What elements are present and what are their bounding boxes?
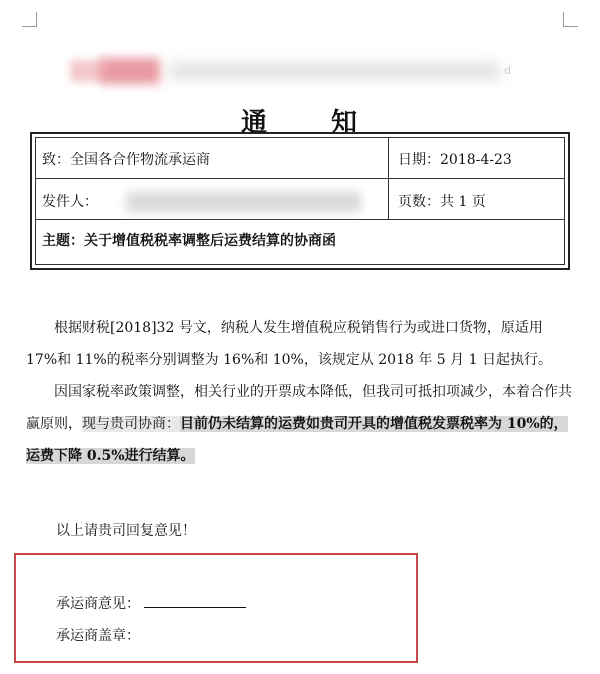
page-count-field: 页数：共 1 页 xyxy=(398,194,486,210)
body-paragraph: 根据财税[2018]32 号文，纳税人发生增值税应税销售行为或进口货物，原适用 17%和 11%的税率分别调整为 16%和 10%，该规定从 2018 年 5 月 1 日起执行。 xyxy=(26,320,552,368)
date-field: 日期：2018-4-23 xyxy=(398,152,512,168)
opinion-label: 承运商意见： xyxy=(56,596,140,612)
seal-label: 承运商盖章： xyxy=(56,628,140,644)
recipient-field: 致：全国各合作物流承运商 xyxy=(42,152,210,168)
seal-line xyxy=(56,625,140,645)
page-corner-mark xyxy=(22,12,37,27)
table-divider xyxy=(36,219,564,220)
sender-label: 发件人： xyxy=(42,194,98,210)
closing-line: 以上请贵司回复意见！ xyxy=(56,523,196,539)
table-divider xyxy=(36,178,564,179)
carrier-reply-box xyxy=(14,553,418,663)
highlighted-lead: 现与贵司协商： xyxy=(82,416,180,432)
paragraph-text: 因国家税率政策调整，相关行业的开票成本降低，但我司可抵扣项减少，本着合作共赢原则， xyxy=(26,384,572,432)
page-corner-mark xyxy=(563,12,578,27)
opinion-line xyxy=(56,593,246,613)
title-char: 知 xyxy=(331,108,360,138)
opinion-blank[interactable] xyxy=(144,593,246,608)
blurred-letterhead xyxy=(70,56,510,86)
notice-info-table xyxy=(30,132,570,270)
redacted-sender xyxy=(126,192,361,212)
letterhead-tail: d xyxy=(504,64,511,77)
subject-field: 主题：关于增值税税率调整后运费结算的协商函 xyxy=(42,233,336,249)
title-char: 通 xyxy=(240,108,269,138)
highlighted-terms: 目前仍未结算的运费如贵司开具的增值税发票税率为 10%的，运费下降 0.5%进行结算。 xyxy=(26,416,568,464)
body-paragraph xyxy=(26,376,574,472)
